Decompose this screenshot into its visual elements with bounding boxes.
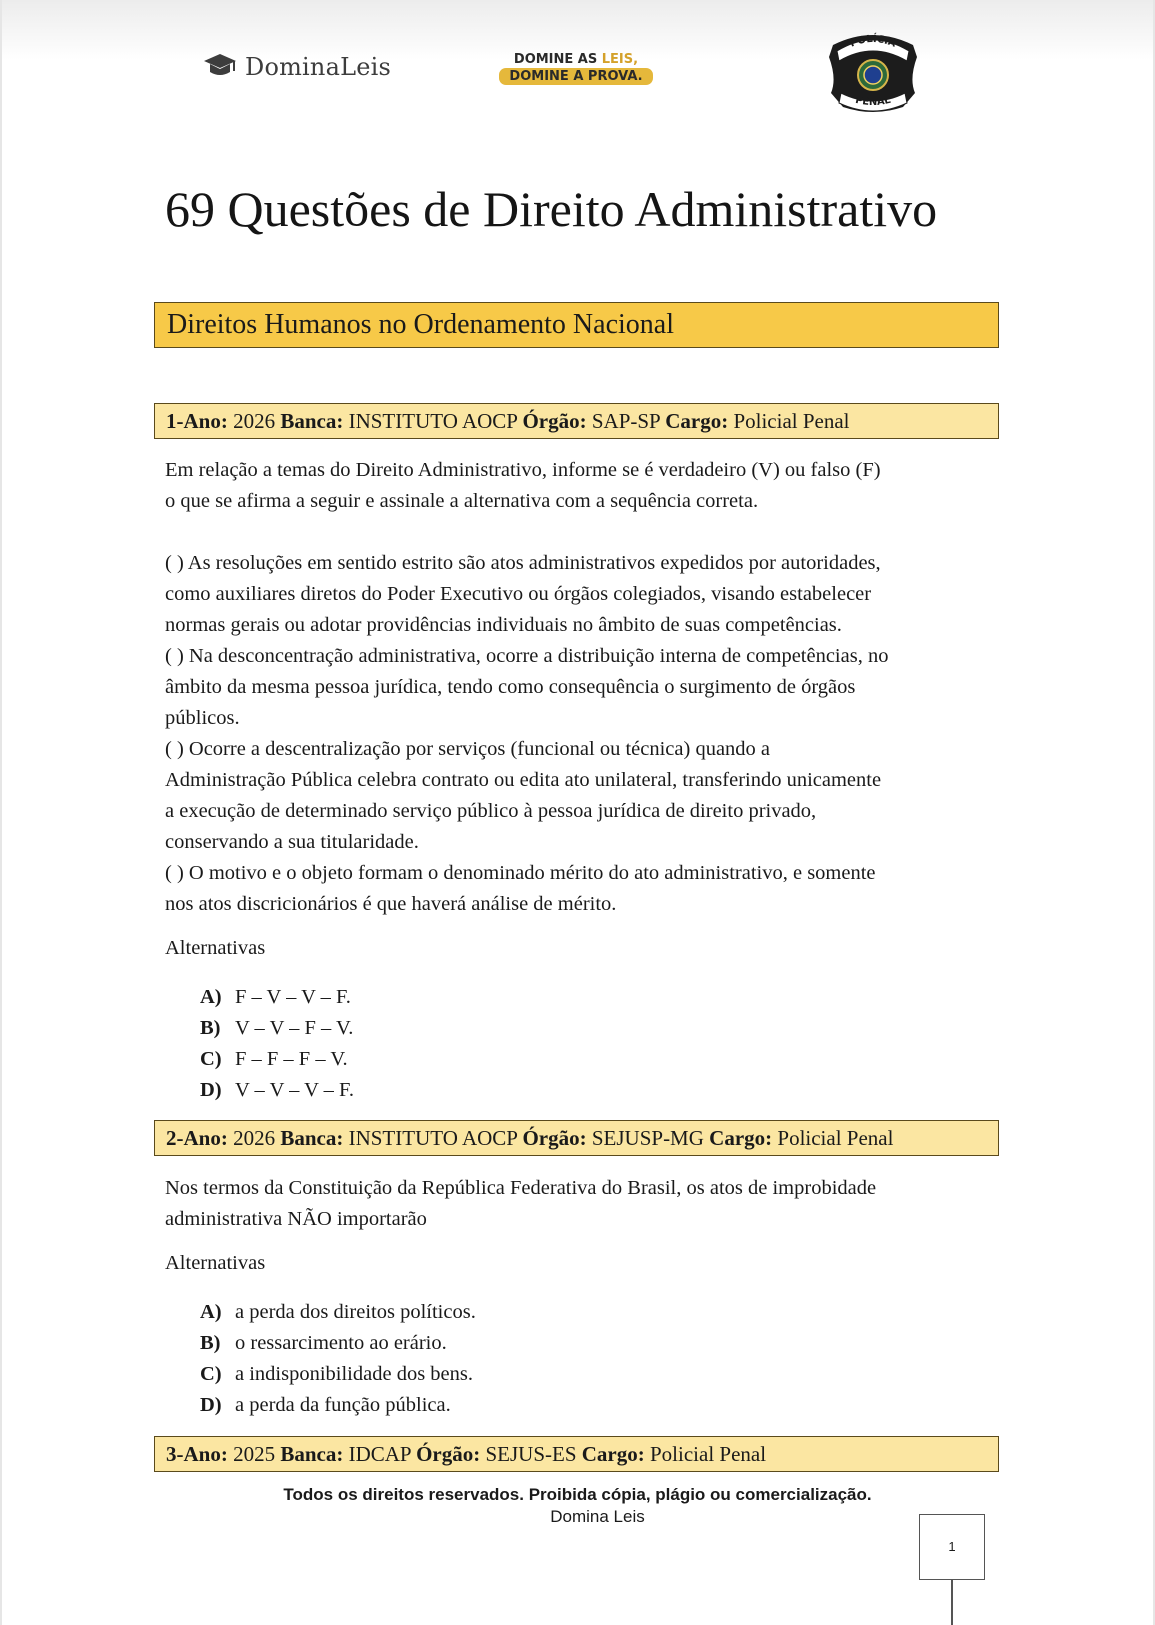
page-number: 1 <box>919 1514 985 1580</box>
question-orgao: SEJUSP-MG <box>591 1126 704 1150</box>
question-banca: INSTITUTO AOCP <box>348 409 518 433</box>
option-b[interactable] <box>200 1013 354 1044</box>
option-text: a indisponibilidade dos bens. <box>235 1363 474 1385</box>
option-letter: C) <box>200 1363 222 1385</box>
label-orgao: Órgão: <box>522 409 587 433</box>
item-line: como auxiliares diretos do Poder Executivo ou órgãos colegiados, visando estabelecer <box>165 583 872 605</box>
option-c[interactable] <box>200 1044 354 1075</box>
question-cargo: Policial Penal <box>777 1126 894 1150</box>
page-number-connector <box>951 1580 953 1625</box>
option-c[interactable] <box>200 1359 476 1390</box>
label-cargo: Cargo: <box>709 1126 773 1150</box>
document-title: 69 Questões de Direito Administrativo <box>165 181 938 237</box>
label-ano: -Ano: <box>176 1442 228 1466</box>
question-ano: 2026 <box>233 1126 276 1150</box>
label-ano: -Ano: <box>176 1126 228 1150</box>
question-ano: 2025 <box>233 1442 276 1466</box>
question-cargo: Policial Penal <box>650 1442 767 1466</box>
option-letter: B) <box>200 1332 221 1354</box>
statement-line: o que se afirma a seguir e assinale a alternativa com a sequência correta. <box>165 490 759 512</box>
option-d[interactable] <box>200 1390 476 1421</box>
section-header: Direitos Humanos no Ordenamento Nacional <box>154 302 999 348</box>
option-letter: D) <box>200 1079 222 1101</box>
question-2-options <box>200 1297 476 1421</box>
option-text: V – V – V – F. <box>235 1079 354 1101</box>
item-line: conservando a sua titularidade. <box>165 831 419 853</box>
option-text: F – V – V – F. <box>235 986 351 1008</box>
statement-line: administrativa NÃO importarão <box>165 1208 427 1230</box>
alternatives-label: Alternativas <box>165 937 266 959</box>
option-letter: A) <box>200 986 222 1008</box>
brand-name: DominaLeis <box>245 53 392 81</box>
question-banca: INSTITUTO AOCP <box>348 1126 518 1150</box>
question-2-statement <box>165 1173 990 1235</box>
question-number: 1 <box>166 409 177 433</box>
brand-logo <box>203 52 391 82</box>
badge-bottom-text: PENAL <box>854 94 892 109</box>
top-shade <box>0 0 1155 60</box>
alternatives-label: Alternativas <box>165 1252 266 1274</box>
footer-brand: Domina Leis <box>550 1507 645 1526</box>
label-banca: Banca: <box>280 1442 344 1466</box>
statement-line: Nos termos da Constituição da República Federativa do Brasil, os atos de improbidade <box>165 1177 877 1199</box>
item-line: ( ) As resoluções em sentido estrito são atos administrativos expedidos por autoridades, <box>165 552 881 574</box>
label-ano: -Ano: <box>176 409 228 433</box>
option-b[interactable] <box>200 1328 476 1359</box>
option-letter: C) <box>200 1048 222 1070</box>
item-line: normas gerais ou adotar providências individuais no âmbito de suas competências. <box>165 614 842 636</box>
option-text: F – F – F – V. <box>235 1048 348 1070</box>
question-1-items <box>165 548 990 920</box>
label-banca: Banca: <box>280 1126 344 1150</box>
question-1-statement <box>165 455 990 517</box>
option-a[interactable] <box>200 982 354 1013</box>
question-1-header <box>154 403 999 439</box>
graduation-cap-icon <box>203 52 237 82</box>
policia-penal-badge-icon <box>823 27 923 113</box>
question-banca: IDCAP <box>348 1442 411 1466</box>
slogan-line1 <box>491 52 661 67</box>
question-orgao: SAP-SP <box>591 409 660 433</box>
item-line: Administração Pública celebra contrato ou edita ato unilateral, transferindo unicamente <box>165 769 882 791</box>
question-orgao: SEJUS-ES <box>485 1442 577 1466</box>
option-a[interactable] <box>200 1297 476 1328</box>
question-ano: 2026 <box>233 409 276 433</box>
item-line: âmbito da mesma pessoa jurídica, tendo como consequência o surgimento de órgãos <box>165 676 856 698</box>
question-cargo: Policial Penal <box>733 409 850 433</box>
option-d[interactable] <box>200 1075 354 1106</box>
label-cargo: Cargo: <box>581 1442 645 1466</box>
statement-line: Em relação a temas do Direito Administrativo, informe se é verdadeiro (V) ou falso (F) <box>165 459 881 481</box>
item-line: ( ) Ocorre a descentralização por serviços (funcional ou técnica) quando a <box>165 738 771 760</box>
option-letter: B) <box>200 1017 221 1039</box>
item-line: a execução de determinado serviço público à pessoa jurídica de direito privado, <box>165 800 817 822</box>
slogan-accent: LEIS, <box>601 52 639 67</box>
item-line: públicos. <box>165 707 240 729</box>
option-letter: A) <box>200 1301 222 1323</box>
item-line: ( ) O motivo e o objeto formam o denominado mérito do ato administrativo, e somente <box>165 862 876 884</box>
question-2-header <box>154 1120 999 1156</box>
footer-rights: Todos os direitos reservados. Proibida cópia, plágio ou comercialização. <box>283 1485 872 1504</box>
option-letter: D) <box>200 1394 222 1416</box>
slogan-line2: DOMINE A PROVA. <box>499 68 652 85</box>
label-orgao: Órgão: <box>522 1126 587 1150</box>
question-number: 2 <box>166 1126 177 1150</box>
item-line: nos atos discricionários é que haverá análise de mérito. <box>165 893 617 915</box>
page-edge-left <box>0 0 2 1625</box>
option-text: a perda da função pública. <box>235 1394 451 1416</box>
question-number: 3 <box>166 1442 177 1466</box>
slogan-logo <box>491 52 661 85</box>
item-line: ( ) Na desconcentração administrativa, ocorre a distribuição interna de competências, no <box>165 645 889 667</box>
label-banca: Banca: <box>280 409 344 433</box>
slogan-prefix: DOMINE AS <box>513 52 602 67</box>
label-orgao: Órgão: <box>416 1442 481 1466</box>
question-1-options <box>200 982 354 1106</box>
option-text: V – V – F – V. <box>235 1017 354 1039</box>
option-text: a perda dos direitos políticos. <box>235 1301 476 1323</box>
badge-top-text: POLÍCIA <box>848 33 898 50</box>
question-3-header <box>154 1436 999 1472</box>
option-text: o ressarcimento ao erário. <box>235 1332 447 1354</box>
label-cargo: Cargo: <box>665 409 729 433</box>
